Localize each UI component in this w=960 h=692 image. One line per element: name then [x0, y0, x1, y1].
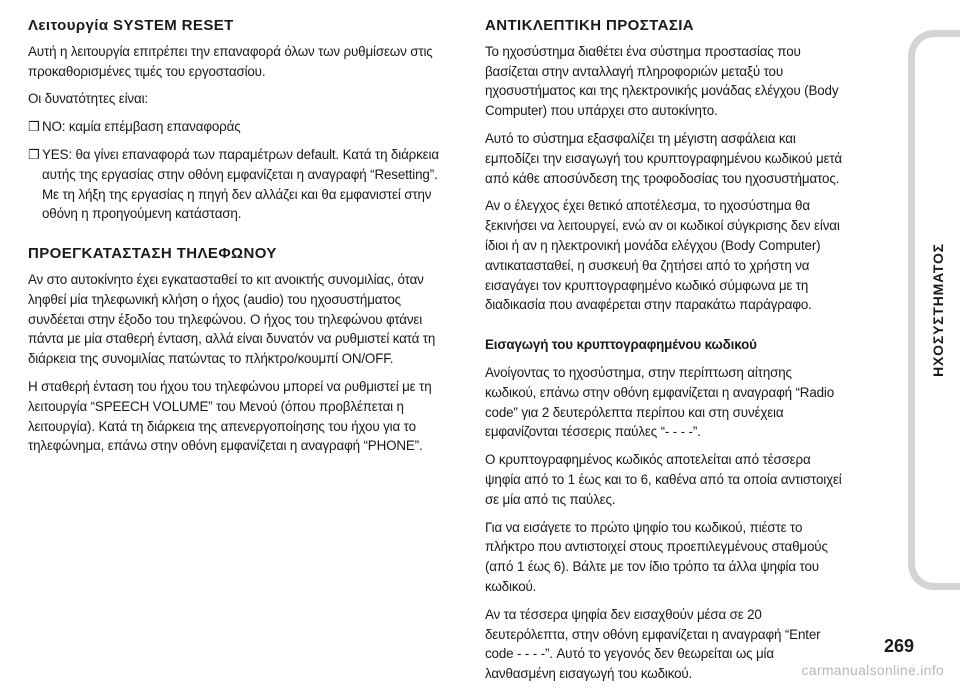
code-paragraph-3: Για να εισάγετε το πρώτο ψηφίο του κωδικού, πιέστε το πλήκτρο που αντιστοιχεί στους προεπιλεγμένους σταθμούς (από 1 έως 6). Βάλτε με τον ίδιο τρόπο τα άλλα ψηφία του κωδικού.: [485, 519, 828, 594]
anti-theft-heading: ΑΝΤΙΚΛΕΠΤΙΚΗ ΠΡΟΣΤΑΣΙΑ: [485, 17, 695, 34]
anti-theft-paragraph-1: Το ηχοσύστημα διαθέτει ένα σύστημα προστασίας που βασίζεται στην ανταλλαγή πληροφοριών μεταξύ του ηχοσυστήματος και της ηλεκτρονικής μονάδας ελέγχου (Body Computer) που υπάρχει στο αυτοκίνητο.: [485, 43, 839, 119]
option-yes: [28, 145, 446, 224]
anti-theft-paragraph-2: Αυτό το σύστημα εξασφαλίζει τη μέγιστη ασφάλεια και εμποδίζει την εισαγωγή του κρυπτογραφημένου κωδικού μετά από κάθε αποσύνδεση της τροφοδοσίας του ηχοσυστήματος.: [485, 130, 842, 186]
watermark: carmanualsonline.info: [801, 662, 944, 678]
option-no-text: NO: καμία επέμβαση επαναφοράς: [42, 119, 241, 135]
option-yes-text: YES: θα γίνει επαναφορά των παραμέτρων default. Κατά τη διάρκεια αυτής της εργασίας στην οθόνη εμφανίζεται η αναγραφή “Resetting”. Με τη λήξη της εργασίας η πηγή δεν αλλάζει και θα εμφανιστεί στην οθόνη η προηγούμενη κατάσταση.: [42, 146, 439, 222]
options-intro: Οι δυνατότητες είναι:: [28, 91, 148, 107]
checkbox-icon: ❒: [28, 146, 40, 162]
left-column: [28, 16, 446, 464]
checkbox-icon: ❒: [28, 119, 40, 135]
option-no: [28, 117, 446, 137]
right-column: [485, 16, 845, 692]
phone-preinstall-heading: ΠΡΟΕΓΚΑΤΑΣΤΑΣΗ ΤΗΛΕΦΩΝΟΥ: [28, 245, 277, 263]
page-number: 269: [883, 636, 914, 656]
code-paragraph-2: Ο κρυπτογραφημένος κωδικός αποτελείται από τέσσερα ψηφία από το 1 έως και το 6, καθένα από τα οποία αντιστοιχεί σε μία από τις παύλες.: [485, 452, 842, 507]
phone-paragraph-1: Αν στο αυτοκίνητο έχει εγκατασταθεί το κιτ ανοικτής συνομιλίας, όταν ληφθεί μία τηλεφωνική κλήση ο ήχος (audio) του ηχοσυστήματος συνδέεται στην έξοδο του τηλεφώνου. Ο ήχος του τηλεφώνου φτάνει πάντα με μία σταθερή ένταση, αλλά είναι δυνατόν να ρυθμιστεί κατά τη διάρκεια της συνομιλίας πατώντας το πλήκτρο/κουμπί ON/OFF.: [28, 271, 436, 367]
system-reset-heading: Λειτουργία SYSTEM RESET: [28, 17, 234, 34]
anti-theft-paragraph-3: Αν ο έλεγχος έχει θετικό αποτέλεσμα, το ηχοσύστημα θα ξεκινήσει να λειτουργεί, ενώ αν οι κωδικοί σύγκρισης δεν είναι ίδιοι ή αν η ηλεκτρονική μονάδα ελέγχου (Body Computer) αντικατασταθεί, η συσκευή θα ζητήσει από το χρήστη να εισαγάγει τον κρυπτογραφημένο κωδικό σύμφωνα με τη διαδικασία που αναφέρεται στην παρακάτω παράγραφο.: [485, 198, 840, 313]
section-side-tab: [908, 30, 960, 590]
code-paragraph-4: Αν τα τέσσερα ψηφία δεν εισαχθούν μέσα σε 20 δευτερόλεπτα, στην οθόνη εμφανίζεται η αναγραφή “Enter code - - - -”. Αυτό το γεγονός δεν θεωρείται ως μία λανθασμένη εισαγωγή του κωδικού.: [485, 606, 821, 682]
code-paragraph-1: Ανοίγοντας το ηχοσύστημα, στην περίπτωση αίτησης κωδικού, επάνω στην οθόνη εμφανίζεται η αναγραφή “Radio code” για 2 δευτερόλεπτα περίπου και στη συνέχεια εμφανίζονται τέσσερις παύλες “- - - -”.: [485, 364, 835, 440]
phone-paragraph-2: Η σταθερή ένταση του ήχου του τηλεφώνου μπορεί να ρυθμιστεί με τη λειτουργία “SPEECH VOLUME” του Μενού (όπου προβλέπεται η λειτουργία). Κατά τη διάρκεια της απενεργοποίησης του ήχου για το τηλεφώνημα, επάνω στην οθόνη εμφανίζεται η αναγραφή “PHONE”.: [28, 378, 432, 454]
code-entry-heading: Εισαγωγή του κρυπτογραφημένου κωδικού: [485, 337, 757, 353]
section-side-tab-label: ΗΧΟΣΥΣΤΗΜΑΤΟΣ: [929, 243, 946, 377]
system-reset-paragraph: Αυτή η λειτουργία επιτρέπει την επαναφορά όλων των ρυθμίσεων στις προκαθορισμένες τιμές του εργοστασίου.: [28, 43, 433, 79]
